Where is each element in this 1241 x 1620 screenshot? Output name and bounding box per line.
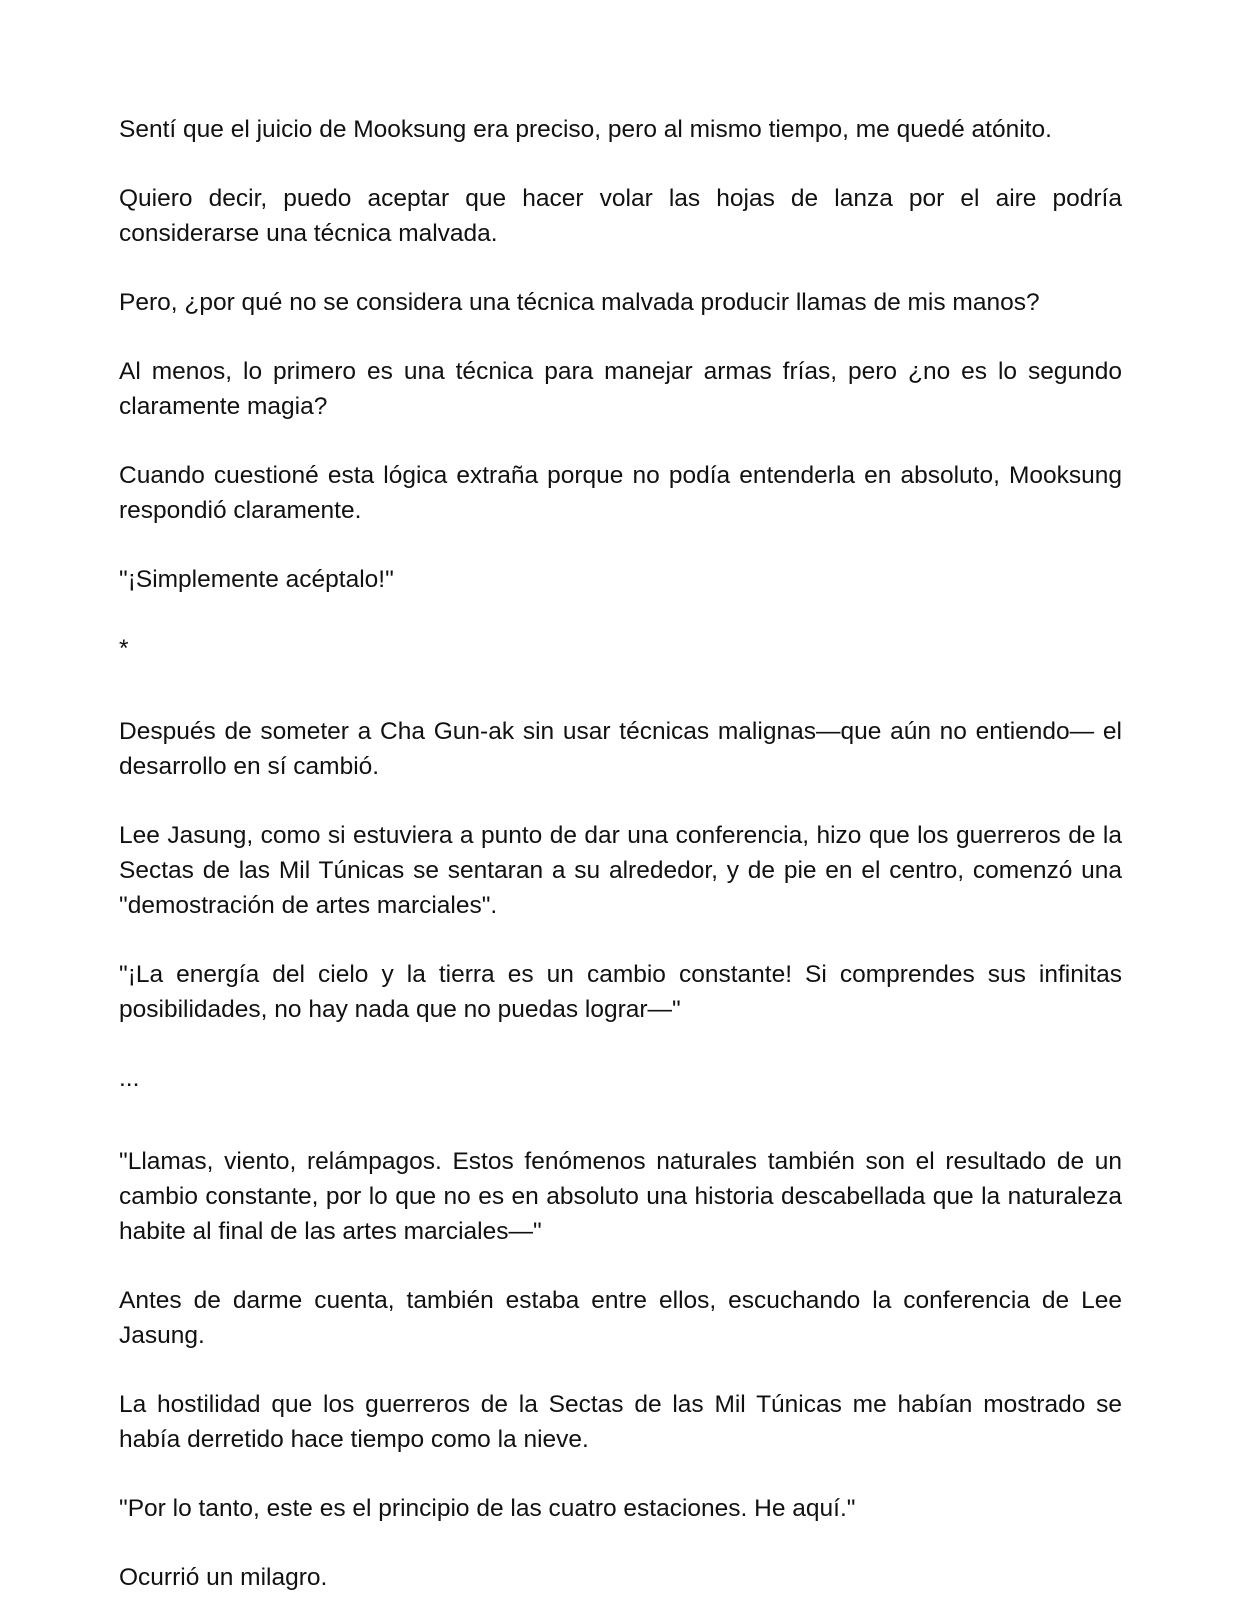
- paragraph-13: Antes de darme cuenta, también estaba entre ellos, escuchando la conferencia de Lee Jasung.: [119, 1287, 1122, 1349]
- paragraph-8: Después de someter a Cha Gun-ak sin usar técnicas malignas—que aún no entiendo— el desarrollo en sí cambió.: [119, 718, 1122, 780]
- scene-separator-asterisk: *: [119, 635, 129, 662]
- paragraph-16: Ocurrió un milagro.: [119, 1564, 328, 1591]
- document-page: [119, 112, 1122, 1595]
- paragraph-2: Quiero decir, puedo aceptar que hacer volar las hojas de lanza por el aire podría considerarse una técnica malvada.: [119, 185, 1122, 247]
- paragraph-4: Al menos, lo primero es una técnica para manejar armas frías, pero ¿no es lo segundo claramente magia?: [119, 358, 1122, 420]
- paragraph-3: Pero, ¿por qué no se considera una técnica malvada producir llamas de mis manos?: [119, 289, 1040, 316]
- ellipsis-separator: ...: [119, 1065, 140, 1092]
- paragraph-10-dialogue: "¡La energía del cielo y la tierra es un cambio constante! Si comprendes sus infinitas posibilidades, no hay nada que no puedas lograr—": [119, 961, 1122, 1023]
- paragraph-15-dialogue: "Por lo tanto, este es el principio de las cuatro estaciones. He aquí.": [119, 1495, 856, 1522]
- paragraph-6-dialogue: "¡Simplemente acéptalo!": [119, 566, 394, 593]
- paragraph-1: Sentí que el juicio de Mooksung era preciso, pero al mismo tiempo, me quedé atónito.: [119, 116, 1052, 143]
- paragraph-5: Cuando cuestioné esta lógica extraña porque no podía entenderla en absoluto, Mooksung respondió claramente.: [119, 462, 1122, 524]
- paragraph-9: Lee Jasung, como si estuviera a punto de dar una conferencia, hizo que los guerreros de la Sectas de las Mil Túnicas se sentaran a su alrededor, y de pie en el centro, comenzó una "demostración de artes marciales".: [119, 822, 1122, 919]
- paragraph-14: La hostilidad que los guerreros de la Sectas de las Mil Túnicas me habían mostrado se había derretido hace tiempo como la nieve.: [119, 1391, 1122, 1453]
- paragraph-12-dialogue: "Llamas, viento, relámpagos. Estos fenómenos naturales también son el resultado de un cambio constante, por lo que no es en absoluto una historia descabellada que la naturaleza habite al final de las artes marciales—": [119, 1148, 1122, 1245]
